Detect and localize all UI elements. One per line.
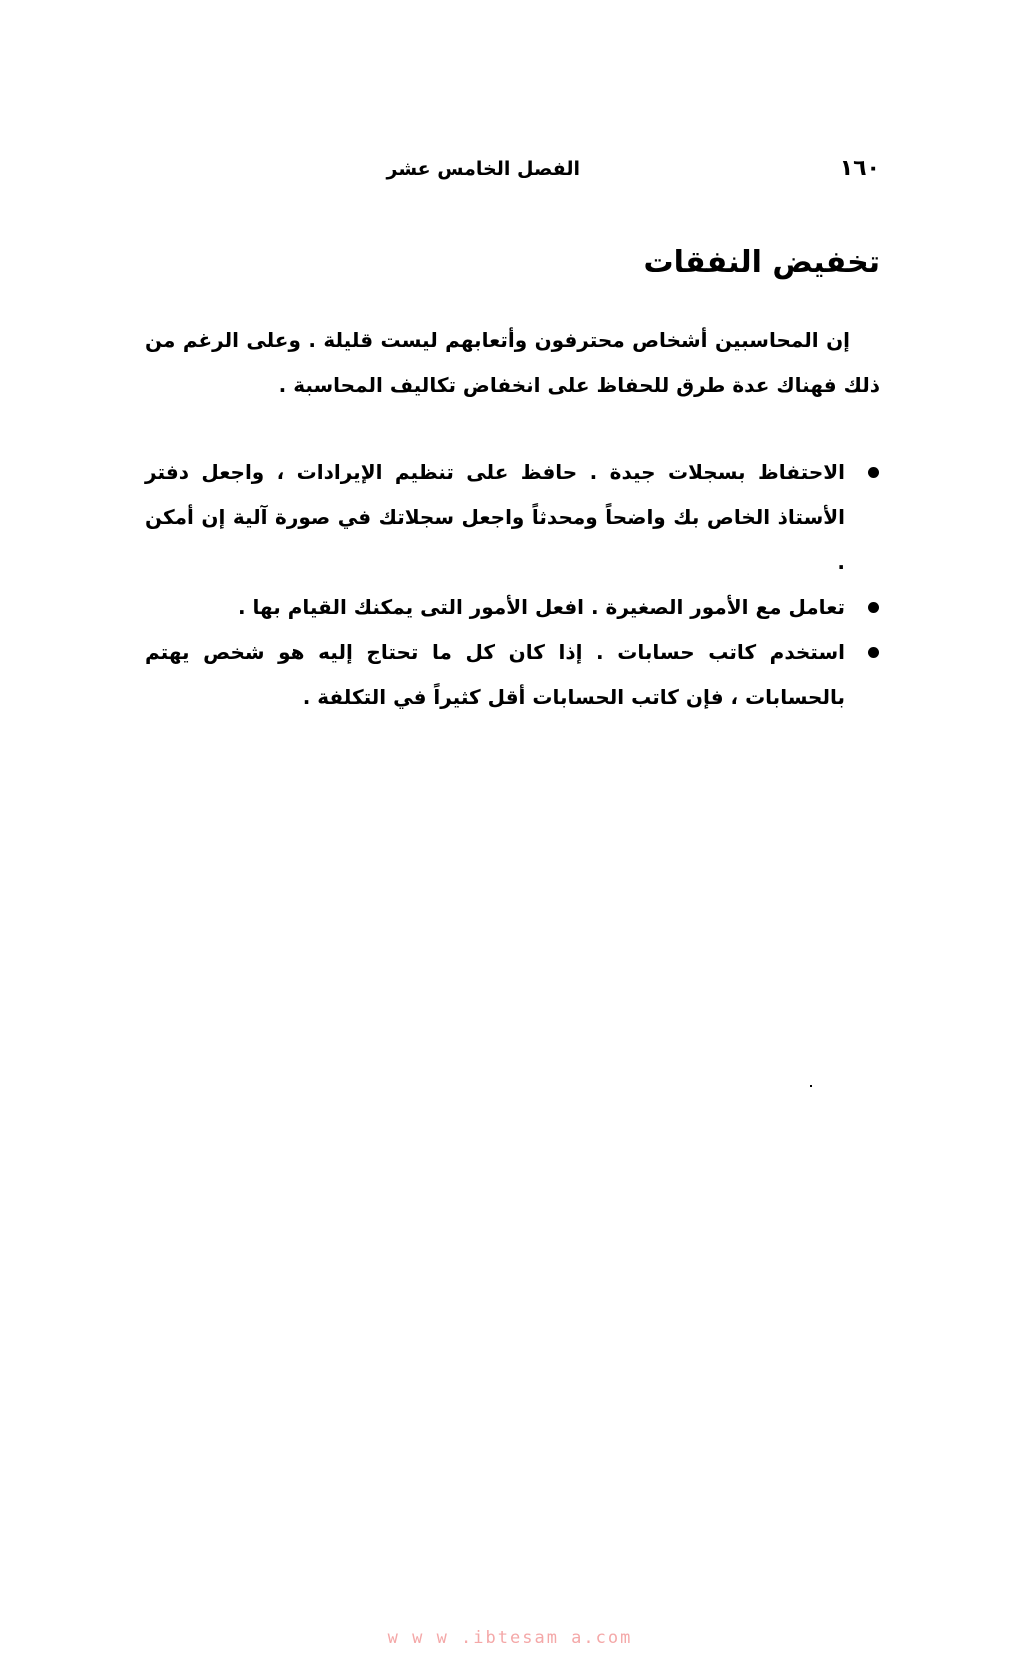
page-header — [386, 156, 880, 192]
section-heading: تخفيض النفقات — [643, 245, 880, 280]
list-item — [145, 585, 845, 630]
list-item-text: تعامل مع الأمور الصغيرة . افعل الأمور التى يمكنك القيام بها . — [237, 595, 845, 619]
bullet-icon — [868, 647, 879, 658]
bullet-icon — [868, 467, 879, 478]
bullet-icon — [868, 602, 879, 613]
list-item-text: الاحتفاظ بسجلات جيدة . حافظ على تنظيم الإيرادات ، واجعل دفتر الأستاذ الخاص بك واضحاً ومحدثاً واجعل سجلاتك في صورة آلية إن أمكن . — [145, 460, 845, 574]
list-item — [145, 630, 845, 720]
footer-watermark: w w w .ibtesam a.com — [387, 1628, 633, 1648]
scan-speck — [810, 1085, 812, 1087]
page-number: ١٦٠ — [839, 156, 880, 181]
list-item — [145, 450, 845, 585]
list-item-text: استخدم كاتب حسابات . إذا كان كل ما تحتاج إليه هو شخص يهتم بالحسابات ، فإن كاتب الحسابات أقل كثيراً في التكلفة . — [145, 640, 845, 709]
chapter-title: الفصل الخامس عشر — [386, 158, 580, 180]
bullet-list — [145, 450, 845, 720]
intro-paragraph: إن المحاسبين أشخاص محترفون وأتعابهم ليست قليلة . وعلى الرغم من ذلك فهناك عدة طرق للحفاظ على انخفاض تكاليف المحاسبة . — [145, 328, 880, 397]
